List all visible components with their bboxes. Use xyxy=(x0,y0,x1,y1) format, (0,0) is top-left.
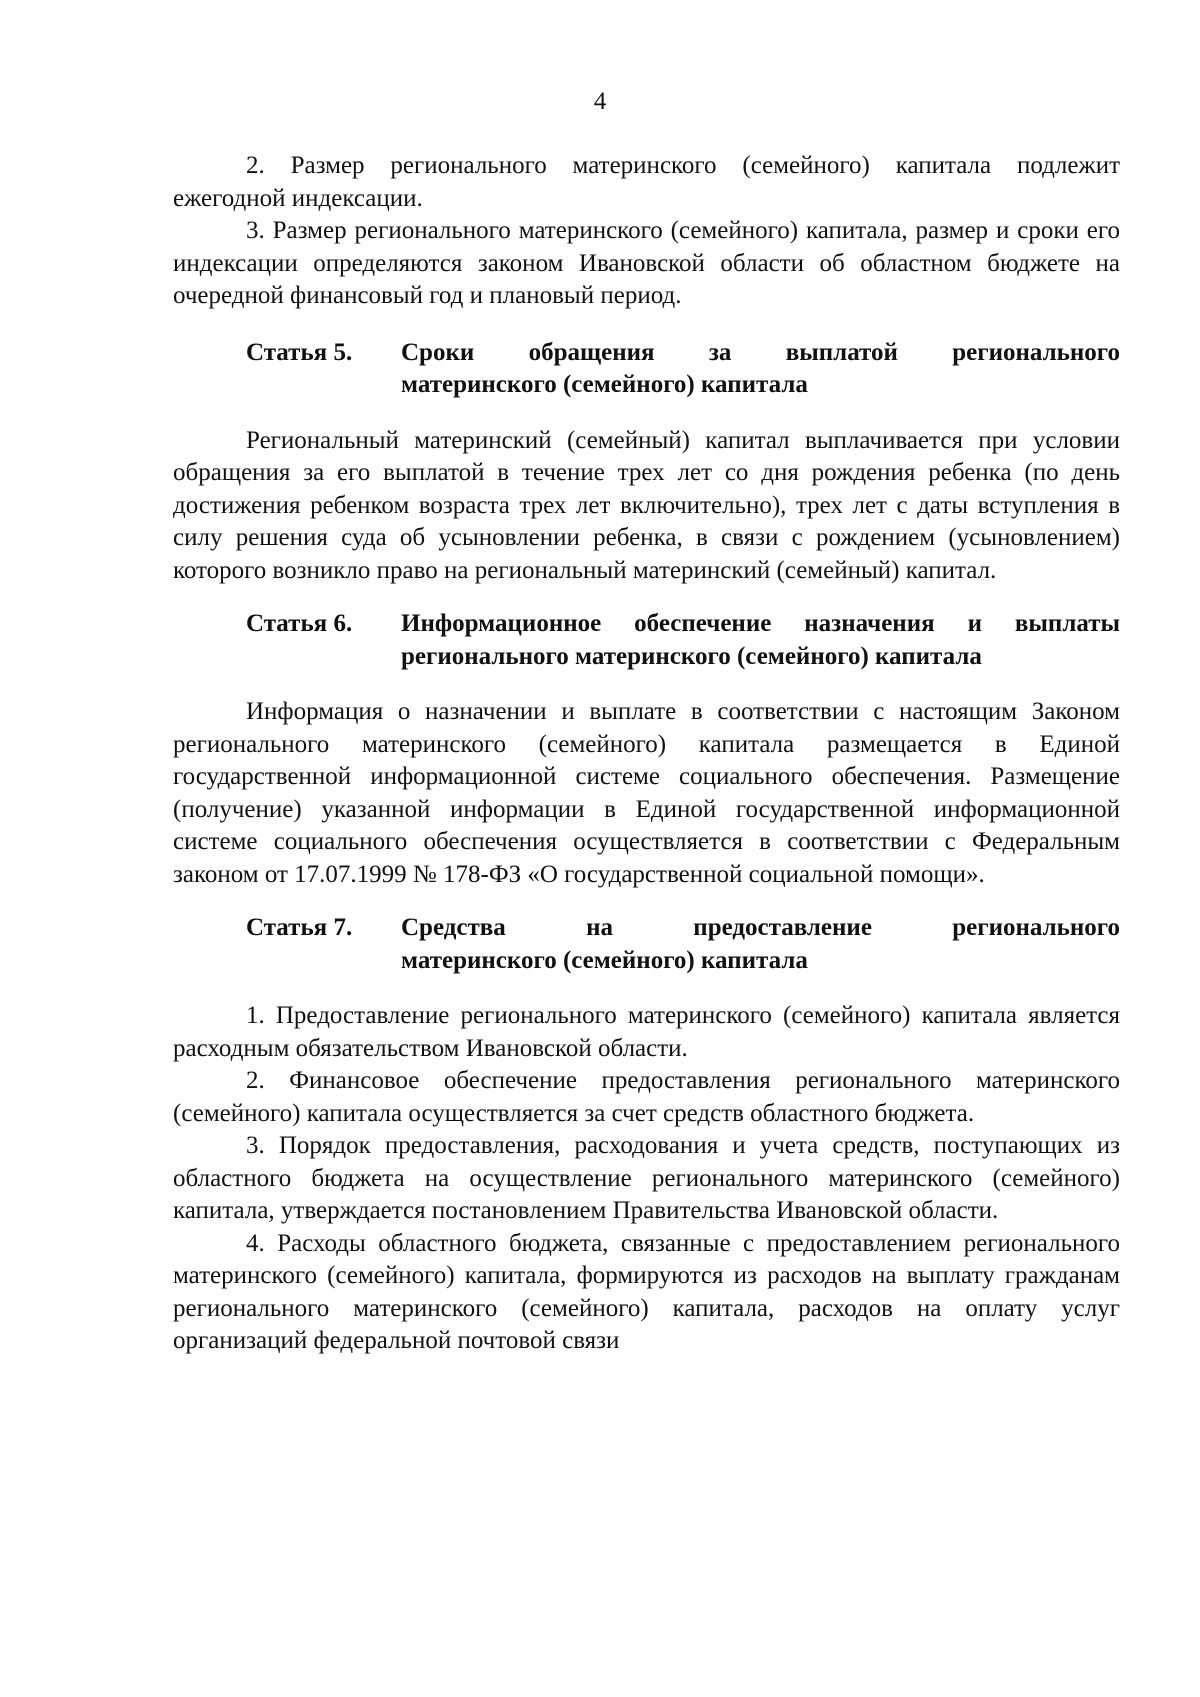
article-label: Статья 6. xyxy=(246,610,353,637)
paragraph-indexation: 2. Размер регионального материнского (семейного) капитала подлежит ежегодной индексации. xyxy=(173,152,1120,212)
article-heading xyxy=(173,608,1120,673)
article-6 xyxy=(173,608,1120,891)
article-title xyxy=(401,912,1120,977)
article-title-line: Средства на предоставление регионального xyxy=(401,914,1120,941)
article-paragraph: Информация о назначении и выплате в соответствии с настоящим Законом регионального материнского (семейного) капитала размещается в Единой государственной информационной системе социального обеспечения. Размещение (получение) указанной информации в Единой государственной информационной системе социального обеспечения осуществляется в соответствии с Федеральным законом от 17.07.1999 № 178-ФЗ «О государственной социальной помощи». xyxy=(173,698,1120,888)
article-heading xyxy=(173,912,1120,977)
article-title xyxy=(401,608,1120,673)
article-title-line: материнского (семейного) капитала xyxy=(401,946,808,974)
article-title-line: Информационное обеспечение назначения и выплаты xyxy=(401,610,1120,637)
document-body xyxy=(173,150,1120,1358)
article-label: Статья 5. xyxy=(246,338,353,366)
article-paragraph: Региональный материнский (семейный) капитал выплачивается при условии обращения за его выплатой в течение трех лет со дня рождения ребенка (по день достижения ребенком возраста трех лет включительно), трех лет с даты вступления в силу решения суда об усыновлении ребенка, в связи с рождением (усыновлением) которого возникло право на региональный материнский (семейный) капитал. xyxy=(173,426,1120,584)
article-label: Статья 7. xyxy=(246,914,353,941)
article-paragraph: 1. Предоставление регионального материнского (семейного) капитала является расходным обязательством Ивановской области. xyxy=(173,1002,1120,1062)
page-number: 4 xyxy=(593,88,607,115)
article-paragraph: 3. Порядок предоставления, расходования и учета средств, поступающих из областного бюджета на осуществление регионального материнского (семейного) капитала, утверждается постановлением Правительства Ивановской области. xyxy=(173,1132,1120,1224)
article-5 xyxy=(173,337,1120,588)
article-title-line: Сроки обращения за выплатой регионального xyxy=(401,338,1120,366)
article-paragraph: 4. Расходы областного бюджета, связанные с предоставлением регионального материнского (семейного) капитала, формируются из расходов на выплату гражданам регионального материнского (семейного) капитала, расходов на оплату услуг организаций федеральной почтовой связи xyxy=(173,1229,1120,1354)
article-title-line: материнского (семейного) капитала xyxy=(401,371,808,398)
article-title-line: регионального материнского (семейного) капитала xyxy=(401,642,982,670)
article-title xyxy=(401,337,1120,402)
article-heading xyxy=(173,337,1120,402)
article-paragraph: 2. Финансовое обеспечение предоставления регионального материнского (семейного) капитала осуществляется за счет средств областного бюджета. xyxy=(173,1067,1120,1127)
paragraph-size-and-terms: 3. Размер регионального материнского (семейного) капитала, размер и сроки его индексации определяются законом Ивановской области об областном бюджете на очередной финансовый год и плановый период. xyxy=(173,217,1120,309)
article-7 xyxy=(173,912,1120,1358)
